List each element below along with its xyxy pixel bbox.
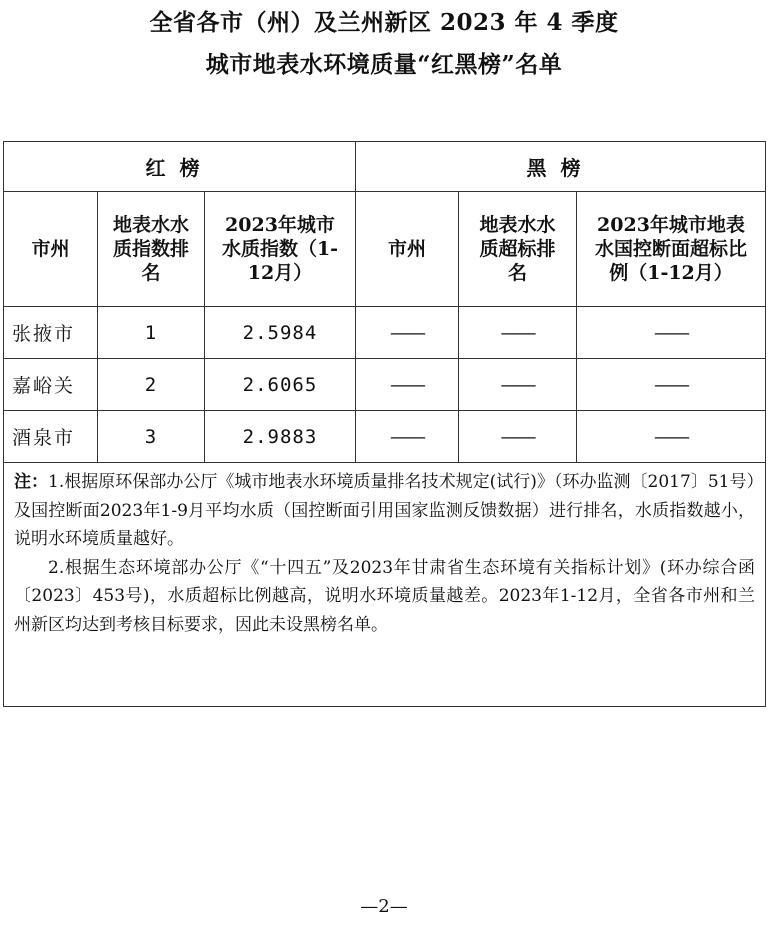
black-ratio-cell: —— (577, 307, 766, 359)
city-cell: 嘉峪关 (4, 359, 98, 411)
col-header-quality-rank (98, 192, 205, 307)
col-header-quality-index-text: 2023年城市水质指数（1-12月） (221, 214, 339, 284)
index-cell: 2.9883 (205, 411, 356, 463)
black-city-cell: —— (356, 307, 459, 359)
col-header-exceed-ratio-text: 2023年城市地表水国控断面超标比例（1-12月） (594, 214, 747, 284)
table-row (4, 411, 766, 463)
note-1-text: 1.根据原环保部办公厅《城市地表水环境质量排名技术规定(试行)》（环办监测〔2017〕51号）及国控断面2023年1-9月平均水质（国控断面引用国家监测反馈数据）进行排名，水质指数越小，说明水环境质量越好。 (14, 472, 755, 549)
note-lead: 注： (14, 472, 49, 492)
table-row (4, 359, 766, 411)
document-title-line1: 全省各市（州）及兰州新区 2023 年 4 季度 (149, 9, 619, 36)
black-rank-cell: —— (459, 359, 577, 411)
black-city-cell: —— (356, 359, 459, 411)
col-header-city (4, 192, 98, 307)
col-header-black-city-text: 市州 (387, 238, 426, 260)
notes-cell (4, 463, 766, 707)
col-header-quality-rank-text: 地表水水质指数排名 (112, 214, 189, 284)
page-number: —2— (360, 896, 408, 917)
rank-cell: 3 (98, 411, 205, 463)
note-2: 2.根据生态环境部办公厅《“十四五”及2023年甘肃省生态环境有关指标计划》(环办综合函〔2023〕453号)，水质超标比例越高，说明水环境质量越差。2023年1-12月，全省各市州和兰州新区均达到考核目标要求，因此未设黑榜名单。 (14, 557, 755, 635)
rank-cell: 2 (98, 359, 205, 411)
col-header-black-city (356, 192, 459, 307)
black-list-header: 黑榜 (356, 142, 766, 192)
document-title-line2: 城市地表水环境质量“红黑榜”名单 (205, 51, 563, 78)
black-rank-cell: —— (459, 411, 577, 463)
city-cell: 酒泉市 (4, 411, 98, 463)
col-header-exceed-rank-text: 地表水水质超标排名 (479, 214, 556, 284)
black-ratio-cell: —— (577, 359, 766, 411)
black-city-cell: —— (356, 411, 459, 463)
col-header-exceed-rank (459, 192, 577, 307)
note-1 (14, 468, 755, 554)
black-ratio-cell: —— (577, 411, 766, 463)
ranking-table (3, 141, 766, 707)
table-row (4, 307, 766, 359)
index-cell: 2.5984 (205, 307, 356, 359)
red-list-header: 红榜 (4, 142, 356, 192)
col-header-city-text: 市州 (31, 238, 70, 260)
black-rank-cell: —— (459, 307, 577, 359)
col-header-quality-index (205, 192, 356, 307)
col-header-exceed-ratio (577, 192, 766, 307)
rank-cell: 1 (98, 307, 205, 359)
city-cell: 张掖市 (4, 307, 98, 359)
index-cell: 2.6065 (205, 359, 356, 411)
